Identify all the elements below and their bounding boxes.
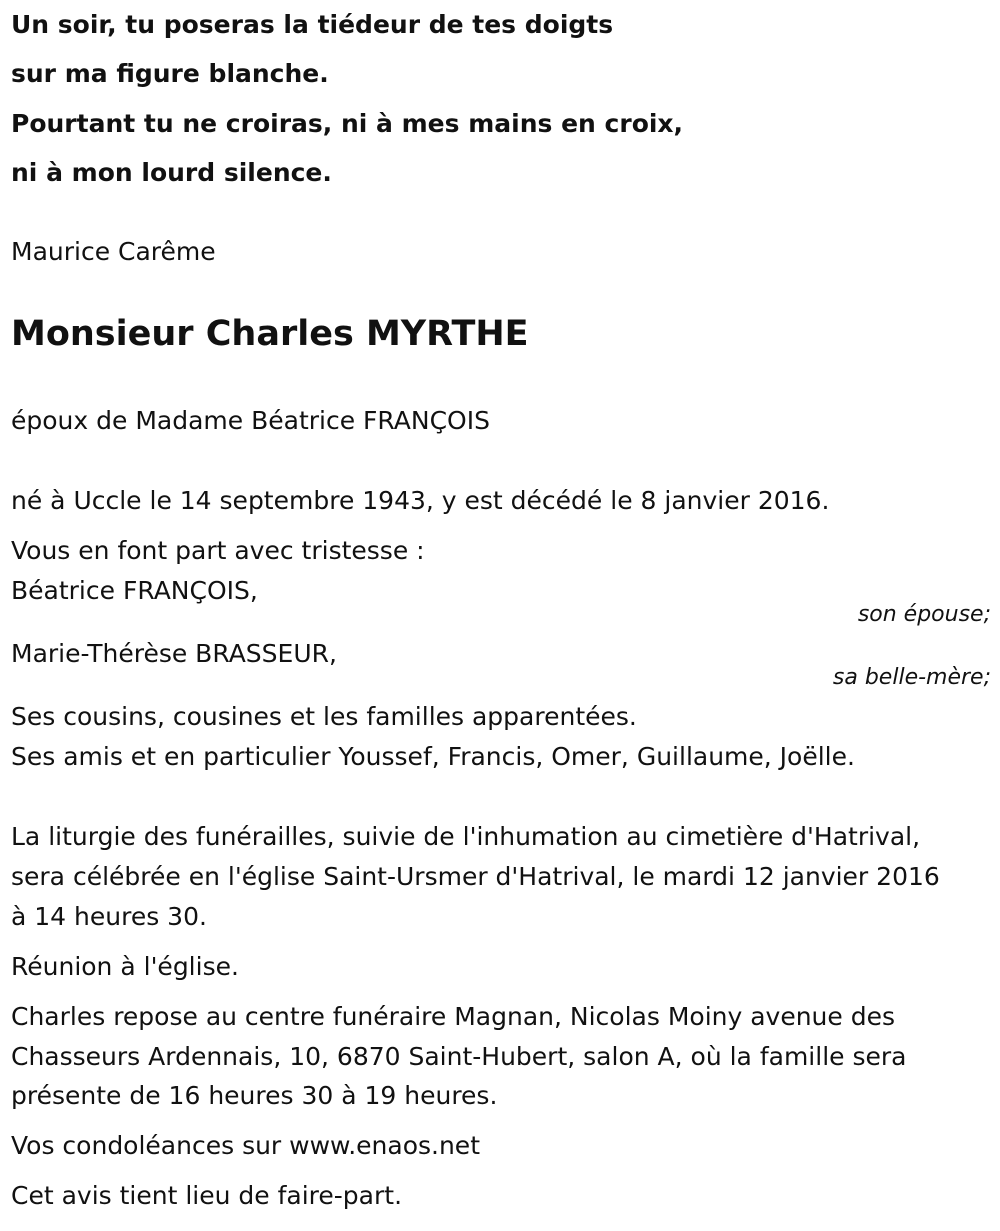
repose-line-2: Chasseurs Ardennais, 10, 6870 Saint-Hubert, salon A, où la famille sera — [11, 1042, 907, 1071]
repose-line-1: Charles repose au centre funéraire Magnan, Nicolas Moiny avenue des — [11, 1002, 896, 1031]
family-member-name: Béatrice FRANÇOIS, — [11, 576, 258, 605]
family-intro: Vous en font part avec tristesse : — [11, 536, 425, 565]
spouse-line: époux de Madame Béatrice FRANÇOIS — [11, 406, 490, 435]
poem-line-1: Un soir, tu poseras la tiédeur de tes doigts — [11, 10, 614, 39]
family-member-relation: sa belle-mère; — [832, 665, 991, 690]
notice-line: Cet avis tient lieu de faire-part. — [11, 1181, 403, 1210]
deceased-name: Monsieur Charles MYRTHE — [11, 314, 529, 354]
poem-author: Maurice Carême — [11, 237, 216, 266]
poem-line-2: sur ma figure blanche. — [11, 59, 329, 88]
reunion-line: Réunion à l'église. — [11, 952, 239, 981]
funeral-line-1: La liturgie des funérailles, suivie de l'inhumation au cimetière d'Hatrival, — [11, 822, 921, 851]
funeral-line-3: à 14 heures 30. — [11, 902, 207, 931]
poem-line-4: ni à mon lourd silence. — [11, 158, 332, 187]
cousins-line: Ses cousins, cousines et les familles apparentées. — [11, 702, 637, 731]
birth-death-line: né à Uccle le 14 septembre 1943, y est décédé le 8 janvier 2016. — [11, 486, 830, 515]
poem-line-3: Pourtant tu ne croiras, ni à mes mains en croix, — [11, 109, 684, 138]
family-member-relation: son épouse; — [857, 602, 991, 627]
family-member-name: Marie-Thérèse BRASSEUR, — [11, 639, 337, 668]
funeral-line-2: sera célébrée en l'église Saint-Ursmer d'Hatrival, le mardi 12 janvier 2016 — [11, 862, 940, 891]
repose-line-3: présente de 16 heures 30 à 19 heures. — [11, 1081, 498, 1110]
condolences-line: Vos condoléances sur www.enaos.net — [11, 1131, 480, 1160]
friends-line: Ses amis et en particulier Youssef, Francis, Omer, Guillaume, Joëlle. — [11, 742, 855, 771]
